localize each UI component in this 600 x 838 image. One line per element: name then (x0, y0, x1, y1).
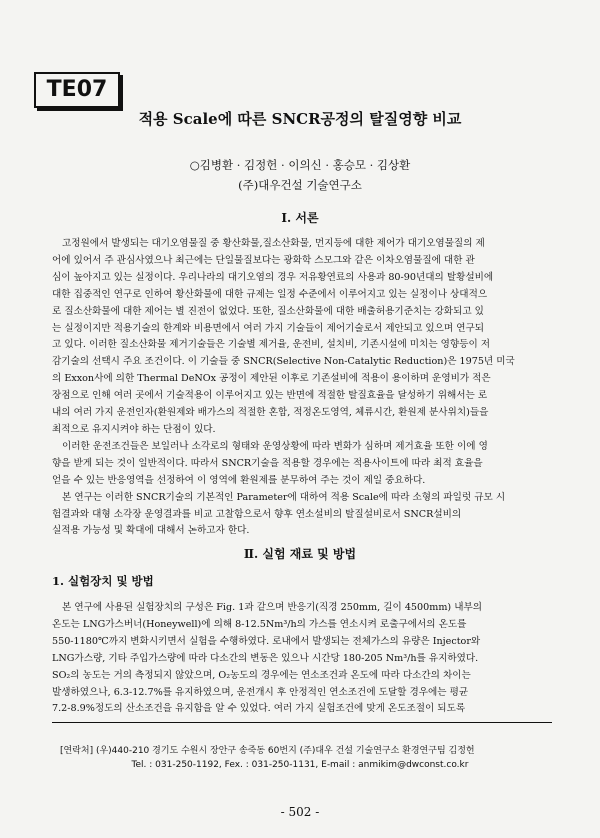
section-2-subheading: 1. 실험장치 및 방법 (52, 574, 154, 588)
text-line: SO₂의 농도는 거의 측정되지 않았으며, O₂농도의 경우에는 연소조건과 온도에 따라 다소간의 차이는 (52, 669, 471, 681)
paper-title: 적용 Scale에 따른 SNCR공정의 탈질영향 비교 (138, 110, 462, 128)
text-line: 감기술의 선택시 주요 조건이다. 이 기술들 중 SNCR(Selective Non-Catalytic Reduction)은 1975년 미국 (52, 356, 515, 368)
contact-phone-email: Tel. : 031-250-1192, Fex. : 031-250-1131, E-mail : anmikim@dwconst.co.kr (131, 760, 469, 770)
text-line: 발생하였으나, 6.3-12.7%를 유지하였으며, 운전개시 후 안정적인 연소조건에 도달할 경우에는 평균 (52, 686, 469, 698)
affiliation: (주)대우건설 기술연구소 (238, 178, 362, 192)
section-1-heading: Ⅰ. 서론 (281, 211, 319, 225)
text-line: 온도는 LNG가스버너(Honeywell)에 의해 8-12.5Nm³/h의 가스를 연소시켜 로출구에서의 온도를 (52, 618, 467, 630)
text-line: 이러한 운전조건들은 보일러나 소각로의 형태와 운영상황에 따라 변화가 심하며 제거효율 또한 이에 영 (62, 440, 488, 452)
section-2-heading: Ⅱ. 실험 재료 및 방법 (243, 547, 357, 561)
text-line: 로 질소산화물에 대한 제어는 별 진전이 없었다. 또한, 질소산화물에 대한 배출허용기준치는 강화되고 있 (52, 305, 484, 317)
text-line: 험결과와 대형 소각장 운영결과를 비교 고찰함으로서 향후 연소설비의 탈질설비로서 SNCR설비의 (52, 508, 462, 520)
text-line: 어에 있어서 주 관심사였으나 최근에는 단일물질보다는 광화학 스모그와 같은 이차오염물질에 대한 관 (52, 254, 475, 266)
text-line: 는 실정이지만 적용기술의 한계와 비용면에서 여러 가지 기술들이 제어기술로서 제안되고 있으며 연구되 (52, 322, 485, 334)
contact-address: [연락처] (우)440-210 경기도 수원시 장안구 송죽동 60번지 (주)대우 건설 기술연구소 환경연구팀 김정헌 (60, 746, 475, 756)
text-line: 실적용 가능성 및 확대에 대해서 논하고자 한다. (52, 525, 250, 537)
authors: ○김병환 · 김정헌 · 이의신 · 홍승모 · 김상환 (189, 158, 411, 172)
section-2-body (52, 600, 552, 718)
text-line: 내의 여러 가지 운전인자(환원제와 배가스의 적절한 혼합, 적정온도영역, 체류시간, 환원제 분사위치)들을 (52, 407, 489, 419)
text-line: 고정원에서 발생되는 대기오염물질 중 황산화물,질소산화물, 먼지등에 대한 제어가 대기오염물질의 제 (62, 238, 485, 249)
text-line: 7.2-8.9%정도의 산소조건을 유지함을 알 수 있었다. 여러 가지 실험조건에 맞게 온도조절이 되도록 (52, 703, 466, 715)
text-line: 본 연구에 사용된 실험장치의 구성은 Fig. 1과 같으며 반응기(직경 250mm, 길이 4500mm) 내부의 (62, 602, 483, 613)
page-number: - 502 - (280, 805, 320, 819)
text-line: 최적으로 유지시켜야 하는 단점이 있다. (52, 423, 216, 435)
footer-divider (52, 722, 552, 723)
text-line: 얻을 수 있는 반응영역을 선정하여 이 영역에 환원제를 분무하여 주는 것이 제일 중요하다. (52, 474, 426, 486)
text-line: LNG가스량, 기타 주입가스량에 따라 다소간의 변동은 있으나 시간당 180-205 Nm³/h를 유지하였다. (52, 652, 479, 664)
text-line: 의 Exxon사에 의한 Thermal DeNOx 공정이 제안된 이후로 기존설비에 적용이 용이하며 운영비가 적은 (52, 373, 491, 385)
text-line: 향을 받게 되는 것이 일반적이다. 따라서 SNCR기술을 적용할 경우에는 적용사이트에 따라 최적 효율을 (52, 457, 483, 469)
text-line: 장점으로 인해 여러 곳에서 기술적용이 이루어지고 있는 반면에 적절한 탈질효율을 달성하기 위해서는 로 (52, 390, 488, 402)
text-line: 심이 높아지고 있는 실정이다. 우리나라의 대기오염의 경우 저유황연료의 사용과 80-90년대의 탈황설비에 (52, 271, 494, 283)
text-line: 본 연구는 이러한 SNCR기술의 기본적인 Parameter에 대하여 적용 Scale에 따라 소형의 파일럿 규모 시 (62, 491, 506, 503)
text-line: 대한 집중적인 연구로 인하여 황산화물에 대한 규제는 일정 수준에서 이루어지고 있는 실정이나 상대적으 (52, 288, 488, 300)
session-code: TE07 (34, 72, 120, 108)
text-line: 550-1180℃까지 변화시키면서 실험을 수행하였다. 로내에서 발생되는 전체가스의 유량은 Injector와 (52, 635, 481, 647)
section-1-body (52, 236, 552, 540)
text-line: 고 있다. 이러한 질소산화물 제거기술들은 기술별 제거율, 운전비, 설치비, 기존시설에 미치는 영향등이 저 (52, 339, 491, 351)
